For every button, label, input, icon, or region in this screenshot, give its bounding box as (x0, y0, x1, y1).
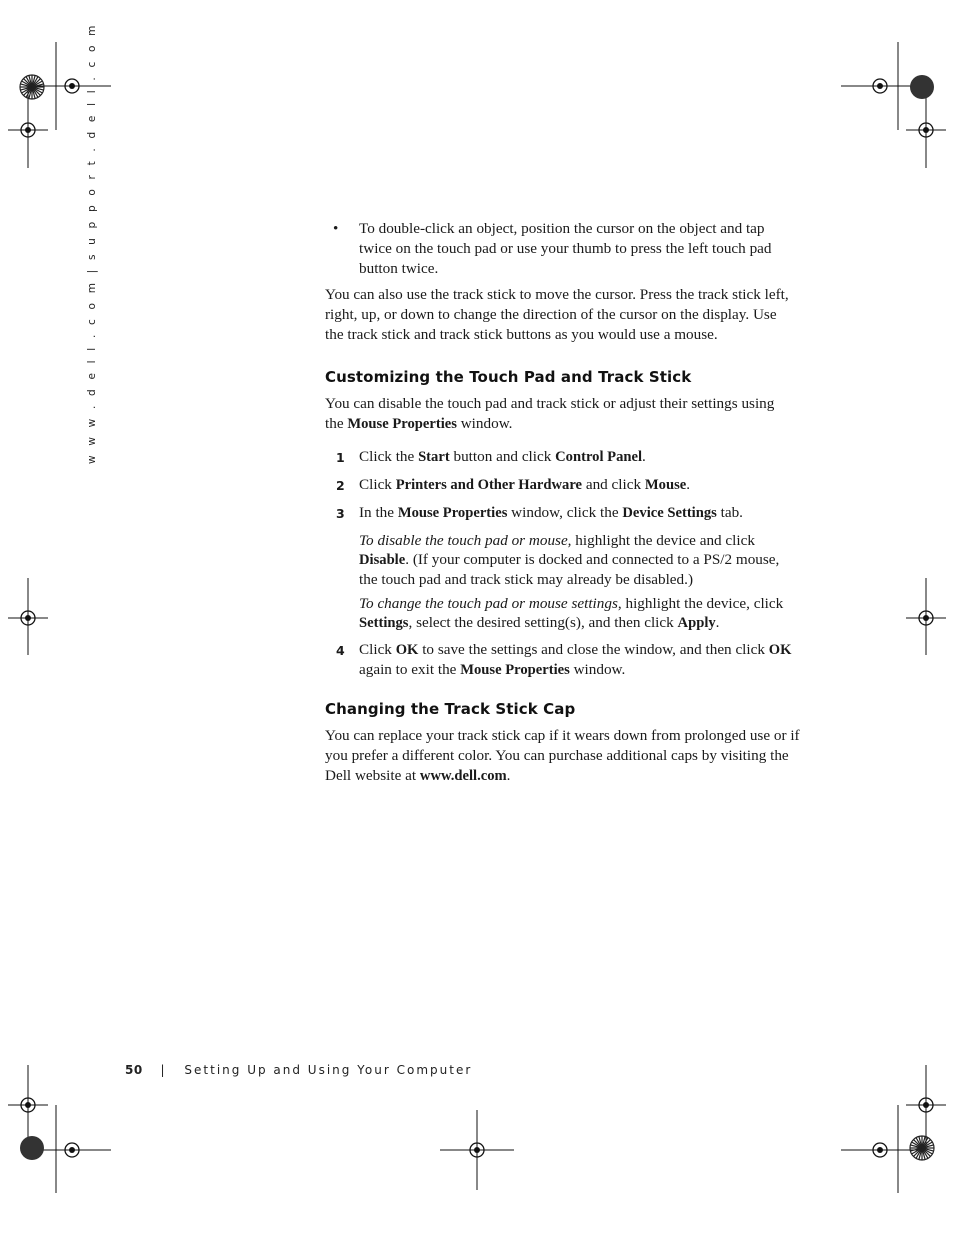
text-run: window. (569, 661, 626, 678)
text-run: and click (582, 476, 645, 493)
page-footer (125, 1063, 472, 1077)
italic-run: To disable the touch pad or mouse, (359, 532, 572, 549)
ui-term: Mouse (644, 477, 687, 493)
ui-term: Control Panel (555, 449, 643, 465)
text-run: the (325, 415, 348, 432)
text-run: . (715, 614, 720, 631)
subparagraph-disable (359, 531, 779, 589)
text-run: button and click (449, 448, 556, 465)
paragraph-customizing-intro (325, 394, 774, 434)
paragraph-line (359, 550, 779, 570)
step-number: 2 (336, 478, 345, 493)
bullet-symbol: • (333, 220, 339, 237)
step-text (359, 447, 646, 467)
ui-term: Mouse Properties (460, 662, 570, 678)
ui-term: OK (768, 642, 792, 658)
ui-term: Start (418, 449, 450, 465)
section-heading-changing-cap: Changing the Track Stick Cap (325, 700, 576, 718)
text-run: Click (359, 641, 396, 658)
bullet-line: twice on the touch pad or use your thumb to press the left touch pad (359, 240, 772, 257)
text-run: tab. (716, 504, 743, 521)
text-run: again to exit the (359, 661, 461, 678)
text-run: , highlight the device, click (617, 595, 784, 612)
paragraph-line (359, 613, 783, 633)
section-heading-customizing: Customizing the Touch Pad and Track Stick (325, 368, 692, 386)
paragraph-line (325, 414, 774, 434)
text-run: . (If your computer is docked and connected to a PS/2 mouse, (405, 551, 780, 568)
step-text (359, 503, 743, 523)
text-run: window, click the (507, 504, 623, 521)
step-number: 1 (336, 450, 345, 465)
text-run: Click (359, 476, 396, 493)
paragraph-track-stick-cap (325, 726, 800, 786)
paragraph-line: right, up, or down to change the direction of the cursor on the display. Use (325, 306, 777, 323)
paragraph-line: You can also use the track stick to move the cursor. Press the track stick left, (325, 286, 789, 303)
page-number: 50 (125, 1063, 143, 1077)
dell-website-link[interactable]: www.dell.com (419, 768, 507, 784)
paragraph-line: You can disable the touch pad and track stick or adjust their settings using (325, 395, 775, 412)
ui-term: Apply (677, 615, 716, 631)
ui-term: Device Settings (622, 505, 717, 521)
text-run: window. (456, 415, 513, 432)
bullet-text (359, 219, 772, 279)
paragraph-track-stick (325, 285, 789, 345)
footer-separator: | (160, 1063, 167, 1077)
text-run: In the (359, 504, 398, 521)
ui-term: OK (395, 642, 419, 658)
paragraph-line (359, 594, 783, 613)
paragraph-line (359, 640, 791, 660)
text-run: highlight the device and click (571, 532, 755, 549)
text-run: Dell website at (325, 767, 420, 784)
ui-term: Disable (359, 552, 406, 568)
side-url: w w w . d e l l . c o m | s u p p o r t . d e l l . c o m (86, 22, 98, 464)
italic-run: To change the touch pad or mouse settings (359, 595, 618, 612)
text-run: . (642, 448, 646, 465)
paragraph-line: you prefer a different color. You can purchase additional caps by visiting the (325, 747, 789, 764)
bullet-line: button twice. (359, 260, 439, 277)
bullet-line: To double-click an object, position the cursor on the object and tap (359, 220, 765, 237)
paragraph-line (359, 660, 791, 680)
ui-term: Settings (359, 615, 409, 631)
text-run: , select the desired setting(s), and then click (408, 614, 678, 631)
ui-term: Printers and Other Hardware (395, 477, 583, 493)
text-run: . (686, 476, 691, 493)
text-run: Click the (359, 448, 419, 465)
text-run: to save the settings and close the window, and then click (418, 641, 769, 658)
paragraph-line (359, 531, 779, 550)
chapter-title: Setting Up and Using Your Computer (184, 1063, 473, 1077)
paragraph-line (325, 766, 800, 786)
ui-term: Mouse Properties (397, 505, 508, 521)
paragraph-line: You can replace your track stick cap if it wears down from prolonged use or if (325, 727, 800, 744)
paragraph-line: the touch pad and track stick may already be disabled.) (359, 571, 693, 588)
step-text (359, 475, 690, 495)
step-number: 4 (336, 643, 345, 658)
step-number: 3 (336, 506, 345, 521)
ui-term-mouse-properties: Mouse Properties (347, 416, 457, 432)
text-run: . (506, 767, 511, 784)
paragraph-line: the track stick and track stick buttons as you would use a mouse. (325, 326, 718, 343)
subparagraph-change-settings (359, 594, 783, 633)
step-text (359, 640, 791, 680)
